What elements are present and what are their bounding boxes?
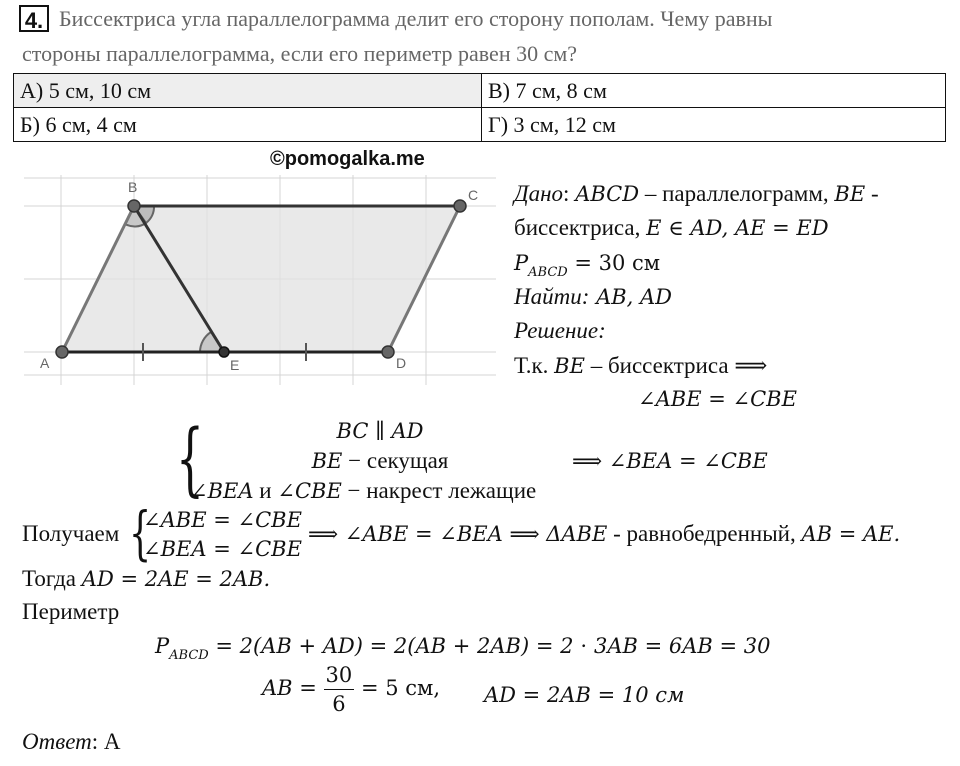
alternate-text: − накрест лежащие <box>341 478 537 503</box>
perimeter-equation <box>155 628 771 673</box>
isosceles-text: - равнобедренный, <box>607 521 802 546</box>
then-label: Тогда <box>22 566 82 591</box>
find-label: Найти: <box>514 284 590 309</box>
given-label: Дано <box>514 181 564 206</box>
find-value: AB, AD <box>589 285 673 309</box>
answer-option-a: А) 5 см, 10 см <box>14 74 482 108</box>
perimeter-symbol: P <box>514 251 529 275</box>
answer-label: Ответ <box>22 729 92 754</box>
task-number: 4. <box>19 5 49 32</box>
answer-option-v: В) 7 см, 8 см <box>482 74 946 108</box>
label-e: E <box>230 357 240 373</box>
ab-fraction-denominator: 6 <box>332 692 346 716</box>
label-d: D <box>396 355 407 371</box>
reason-be: BE <box>554 354 585 378</box>
answer-option-b: Б) 6 см, 4 см <box>14 108 482 142</box>
ab-rhs: = 5 см, <box>354 675 441 700</box>
system-1-brace: { <box>176 412 204 505</box>
got-result-angles: ⟹ ∠ABE = ∠BEA ⟹ ΔABE <box>308 522 608 546</box>
reason-line <box>514 348 767 384</box>
perimeter-p: P <box>155 634 170 658</box>
secant-text: − секущая <box>342 448 449 473</box>
point-e <box>219 347 229 357</box>
given-e-condition: E ∈ AD, AE = ED <box>646 216 829 240</box>
perimeter-expression: = 2(AB + AD) = 2(AB + 2AB) = 2 ⋅ 3AB = 6AB = 30 <box>208 634 771 658</box>
and-text: и <box>253 478 278 503</box>
answer-options-table <box>13 73 946 142</box>
given-dash: - <box>865 181 879 206</box>
answer-value: : А <box>91 729 121 754</box>
given-bisector-text: биссектриса, <box>514 215 647 240</box>
given-line-1: Дано: ABCD – параллелограмм, BE - <box>514 181 879 206</box>
ab-fraction-numerator: 30 <box>324 661 355 690</box>
parallel-lines: BC ∥ AD <box>336 419 424 443</box>
point-b <box>128 200 140 212</box>
perimeter-value: = 30 см <box>567 251 661 275</box>
ab-equals-ae: AB = AE. <box>801 522 901 546</box>
then-line <box>22 561 270 597</box>
given-be: BE <box>834 182 866 206</box>
reason-prefix: Т.к. <box>514 353 555 378</box>
then-expression: AD = 2AE = 2AB. <box>81 567 271 591</box>
answer-option-g: Г) 3 см, 12 см <box>482 108 946 142</box>
ab-lhs: AB = <box>262 675 324 700</box>
point-c <box>454 200 466 212</box>
system-2-brace: { <box>129 499 152 567</box>
given-abcd: ABCD <box>575 182 640 206</box>
angle-cbe: ∠CBE <box>277 479 342 503</box>
ad-equation: AD = 2AB = 10 см <box>484 683 685 707</box>
angle-equality-1: ∠ABE = ∠CBE <box>638 387 797 411</box>
perimeter-eq-subscript: ABCD <box>169 648 209 663</box>
got-result <box>308 516 900 552</box>
find-line <box>514 279 672 315</box>
parallelogram-figure <box>24 175 496 385</box>
question-line-1: Биссектриса угла параллелограмма делит его сторону пополам. Чему равны <box>59 6 773 31</box>
solution-label: Решение: <box>514 318 606 343</box>
point-d <box>382 346 394 358</box>
given-text: – параллелограмм, <box>639 181 835 206</box>
got-label: Получаем <box>22 521 120 546</box>
secant-be: BE <box>311 449 343 473</box>
angle-bea: ∠BEA <box>190 479 254 503</box>
label-c: C <box>468 187 479 203</box>
system-2-line-2: ∠BEA = ∠CBE <box>143 537 302 561</box>
ab-equation <box>262 661 440 718</box>
question-line-2: стороны параллелограмма, если его периметр равен 30 см? <box>22 41 578 66</box>
watermark: ©pomogalka.me <box>270 148 425 170</box>
answer-line <box>22 724 120 759</box>
reason-text: – биссектриса ⟹ <box>584 353 768 378</box>
label-a: A <box>40 355 50 371</box>
given-line-2 <box>514 210 829 246</box>
point-a <box>56 346 68 358</box>
label-b: B <box>128 179 138 195</box>
perimeter-subscript: ABCD <box>528 265 568 280</box>
system-1-result: ⟹ ∠BEA = ∠CBE <box>572 449 768 473</box>
system-2-line-1: ∠ABE = ∠CBE <box>143 508 302 532</box>
ab-fraction <box>324 661 355 718</box>
perimeter-label: Периметр <box>22 599 120 624</box>
